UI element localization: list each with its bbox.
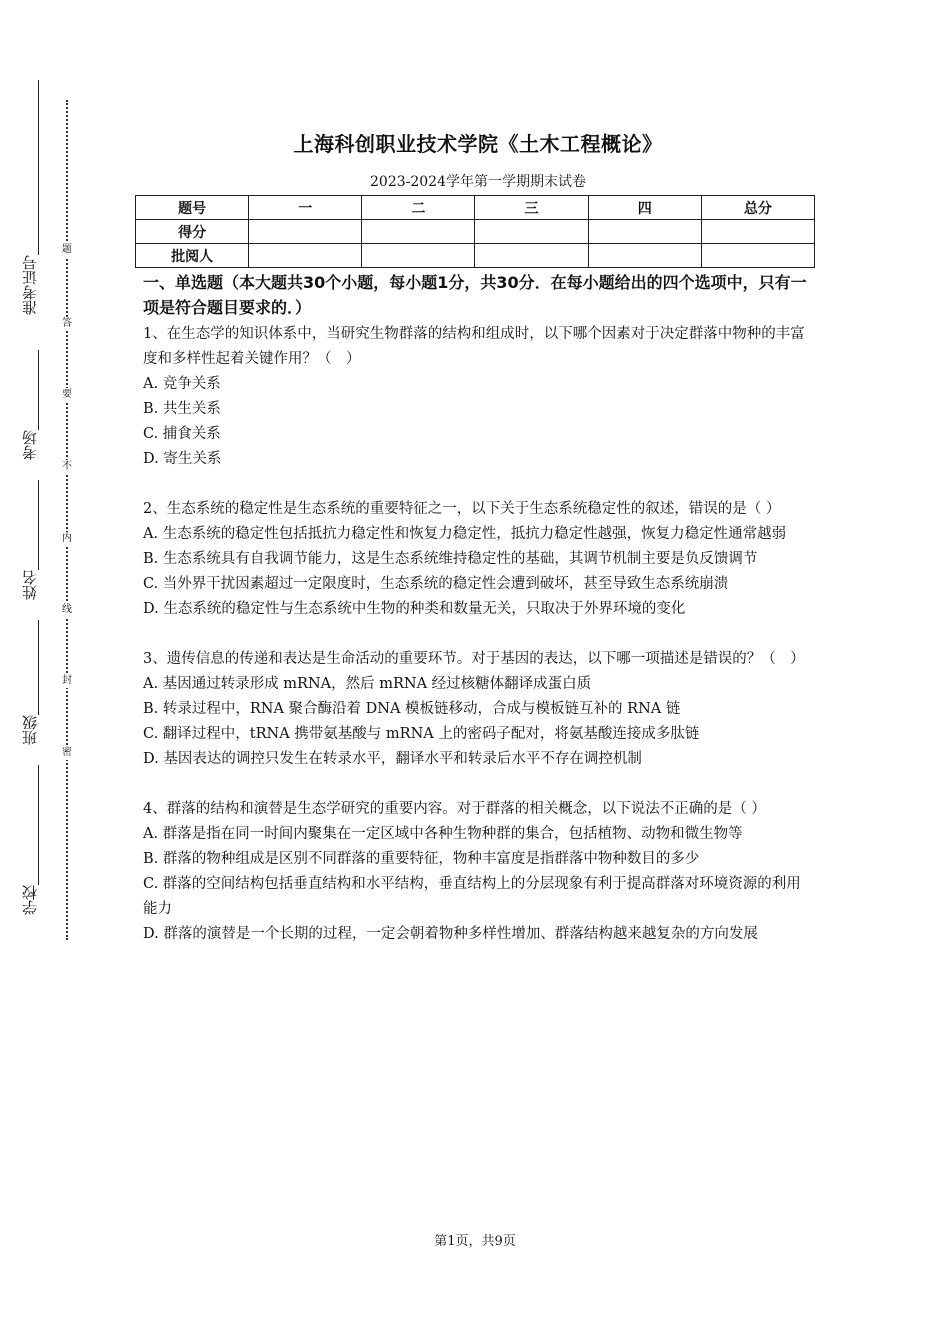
option-c: C. 群落的空间结构包括垂直结构和水平结构，垂直结构上的分层现象有利于提高群落对环境资源的利用能力 (143, 876, 801, 917)
question-3 (143, 647, 813, 772)
seal-char: 内 (62, 533, 72, 544)
score-col-header: 四 (588, 196, 701, 220)
reviewer-row-label: 批阅人 (136, 244, 249, 268)
question-stem: 2、生态系统的稳定性是生态系统的重要特征之一，以下关于生态系统稳定性的叙述，错误的是（ ） (143, 501, 781, 517)
reviewer-cell (475, 244, 588, 268)
option-b: B. 共生关系 (143, 401, 221, 417)
page-footer: 第1页，共9页 (434, 1234, 516, 1249)
option-a: A. 生态系统的稳定性包括抵抗力稳定性和恢复力稳定性，抵抗力稳定性越强，恢复力稳定性通常越弱 (143, 526, 787, 542)
binding-line (38, 80, 39, 255)
score-cell (475, 220, 588, 244)
binding-margin (0, 60, 110, 940)
class-label: 班级 (21, 715, 39, 745)
score-table (135, 195, 815, 268)
binding-line (38, 765, 39, 885)
option-a: A. 竞争关系 (143, 376, 221, 392)
reviewer-cell (362, 244, 475, 268)
question-stem: 1、在生态学的知识体系中，当研究生物群落的结构和组成时，以下哪个因素对于决定群落中物种的丰富度和多样性起着关键作用？（ ） (143, 326, 805, 367)
question-2 (143, 497, 813, 622)
option-d: D. 群落的演替是一个长期的过程，一定会朝着物种多样性增加、群落结构越来越复杂的方向发展 (143, 926, 758, 942)
score-cell (701, 220, 814, 244)
exam-subtitle: 2023-2024学年第一学期期末试卷 (370, 174, 586, 190)
score-row-label: 得分 (136, 220, 249, 244)
seal-char: 不 (62, 461, 72, 472)
option-b: B. 转录过程中，RNA 聚合酶沿着 DNA 模板链移动，合成与模板链互补的 RNA 链 (143, 701, 681, 717)
score-col-header: 总分 (701, 196, 814, 220)
exam-room-label: 考场 (21, 430, 39, 460)
option-c: C. 翻译过程中，tRNA 携带氨基酸与 mRNA 上的密码子配对，将氨基酸连接成多肽链 (143, 726, 700, 742)
score-col-header: 一 (249, 196, 362, 220)
reviewer-cell (588, 244, 701, 268)
section-title: 一、单选题（本大题共30个小题，每小题1分，共30分．在每小题给出的四个选项中，只有一项是符合题目要求的．） (143, 273, 807, 317)
option-d: D. 基因表达的调控只发生在转录水平，翻译水平和转录后水平不存在调控机制 (143, 751, 642, 767)
question-4 (143, 797, 813, 947)
option-a: A. 基因通过转录形成 mRNA，然后 mRNA 经过核糖体翻译成蛋白质 (143, 676, 592, 692)
score-cell (588, 220, 701, 244)
option-a: A. 群落是指在同一时间内聚集在一定区域中各种生物种群的集合，包括植物、动物和微生物等 (143, 826, 743, 842)
reviewer-cell (701, 244, 814, 268)
score-col-header: 题号 (136, 196, 249, 220)
name-label: 姓名 (21, 570, 39, 600)
score-row (136, 220, 815, 244)
seal-char: 封 (62, 675, 72, 686)
question-1 (143, 322, 813, 472)
exam-title: 上海科创职业技术学院《土木工程概论》 (293, 132, 663, 156)
binding-line (38, 480, 39, 570)
option-c: C. 捕食关系 (143, 426, 221, 442)
seal-char: 线 (62, 604, 72, 615)
binding-line (38, 620, 39, 715)
seal-dotted-line (66, 100, 68, 940)
seal-char: 密 (62, 747, 72, 758)
binding-line (38, 350, 39, 430)
reviewer-cell (249, 244, 362, 268)
option-b: B. 生态系统具有自我调节能力，这是生态系统维持稳定性的基础，其调节机制主要是负反馈调节 (143, 551, 758, 567)
seal-char: 题 (62, 244, 72, 255)
question-stem: 3、遗传信息的传递和表达是生命活动的重要环节。对于基因的表达，以下哪一项描述是错误的？（ ） (143, 651, 805, 667)
school-label: 学校 (21, 885, 39, 915)
score-col-header: 三 (475, 196, 588, 220)
exam-number-label: 准考证号 (21, 255, 39, 315)
score-cell (249, 220, 362, 244)
option-d: D. 生态系统的稳定性与生态系统中生物的种类和数量无关，只取决于外界环境的变化 (143, 601, 686, 617)
exam-content (143, 128, 813, 972)
question-stem: 4、群落的结构和演替是生态学研究的重要内容。对于群落的相关概念，以下说法不正确的是（ ） (143, 801, 766, 817)
option-c: C. 当外界干扰因素超过一定限度时，生态系统的稳定性会遭到破坏，甚至导致生态系统崩溃 (143, 576, 729, 592)
seal-char: 要 (62, 389, 72, 400)
option-d: D. 寄生关系 (143, 451, 222, 467)
option-b: B. 群落的物种组成是区别不同群落的重要特征，物种丰富度是指群落中物种数目的多少 (143, 851, 700, 867)
seal-char: 答 (62, 318, 72, 329)
score-table-header-row (136, 196, 815, 220)
score-col-header: 二 (362, 196, 475, 220)
reviewer-row (136, 244, 815, 268)
score-cell (362, 220, 475, 244)
